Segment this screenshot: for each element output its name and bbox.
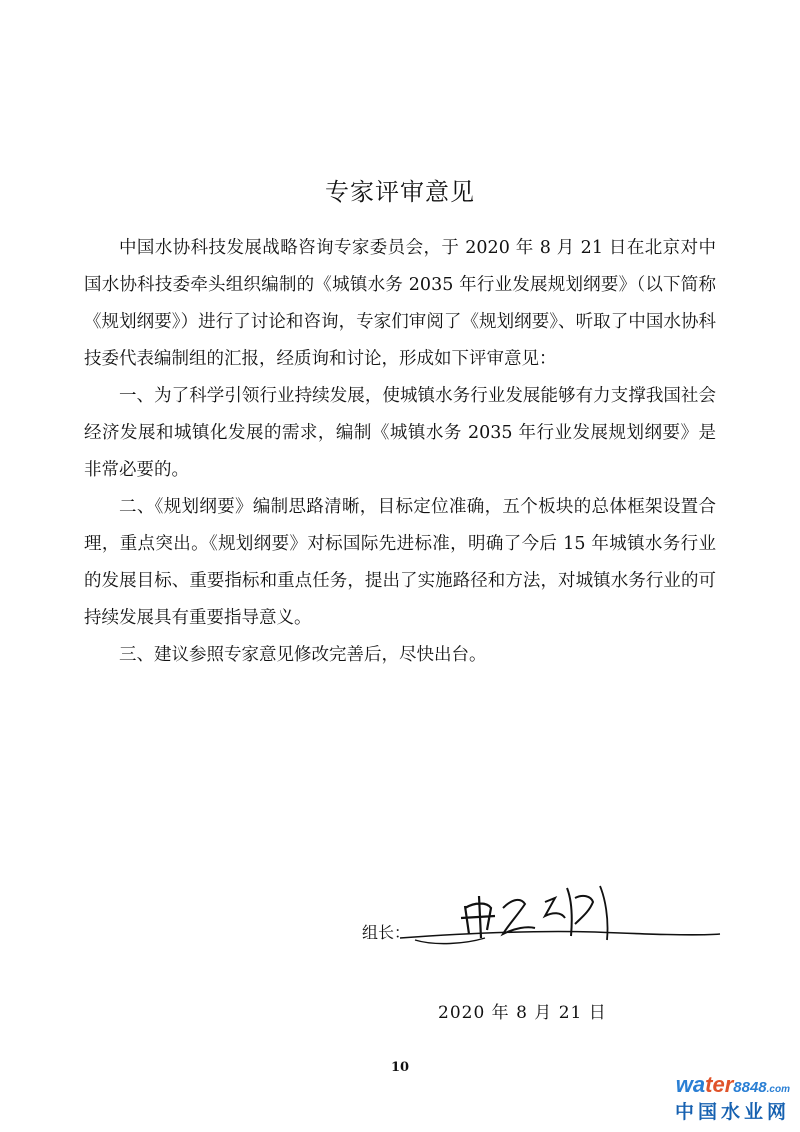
- document-body: [84, 230, 716, 674]
- handwritten-signature: [395, 868, 725, 958]
- watermark-subtitle: 中国水业网: [674, 1102, 790, 1123]
- watermark-logo: [660, 1073, 790, 1124]
- opinion-paragraph-1: 一、为了科学引领行业持续发展，使城镇水务行业发展能够有力支撑我国社会经济发展和城镇化发展的需求，编制《城镇水务 2035 年行业发展规划纲要》是非常必要的。: [84, 386, 716, 480]
- page-number: 10: [390, 1060, 410, 1075]
- signature-label: 组长：: [362, 923, 411, 942]
- watermark-logo-text: water8848.com: [675, 1072, 790, 1097]
- signature-date: 2020 年 8 月 21 日: [438, 1003, 607, 1023]
- page-title: 专家评审意见: [325, 178, 475, 206]
- opinion-paragraph-2: 二、《规划纲要》编制思路清晰，目标定位准确，五个板块的总体框架设置合理，重点突出。《规划纲要》对标国际先进标准，明确了今后 15 年城镇水务行业的发展目标、重要指标和重点任务，提出了实施路径和方法，对城镇水务行业的可持续发展具有重要指导意义。: [84, 497, 716, 628]
- intro-paragraph: 中国水协科技发展战略咨询专家委员会，于 2020 年 8 月 21 日在北京对中国水协科技委牵头组织编制的《城镇水务 2035 年行业发展规划纲要》（以下简称《规划纲要》）进行了讨论和咨询，专家们审阅了《规划纲要》、听取了中国水协科技委代表编制组的汇报，经质询和讨论，形成如下评审意见：: [84, 238, 716, 369]
- opinion-paragraph-3: 三、建议参照专家意见修改完善后，尽快出台。: [119, 645, 487, 665]
